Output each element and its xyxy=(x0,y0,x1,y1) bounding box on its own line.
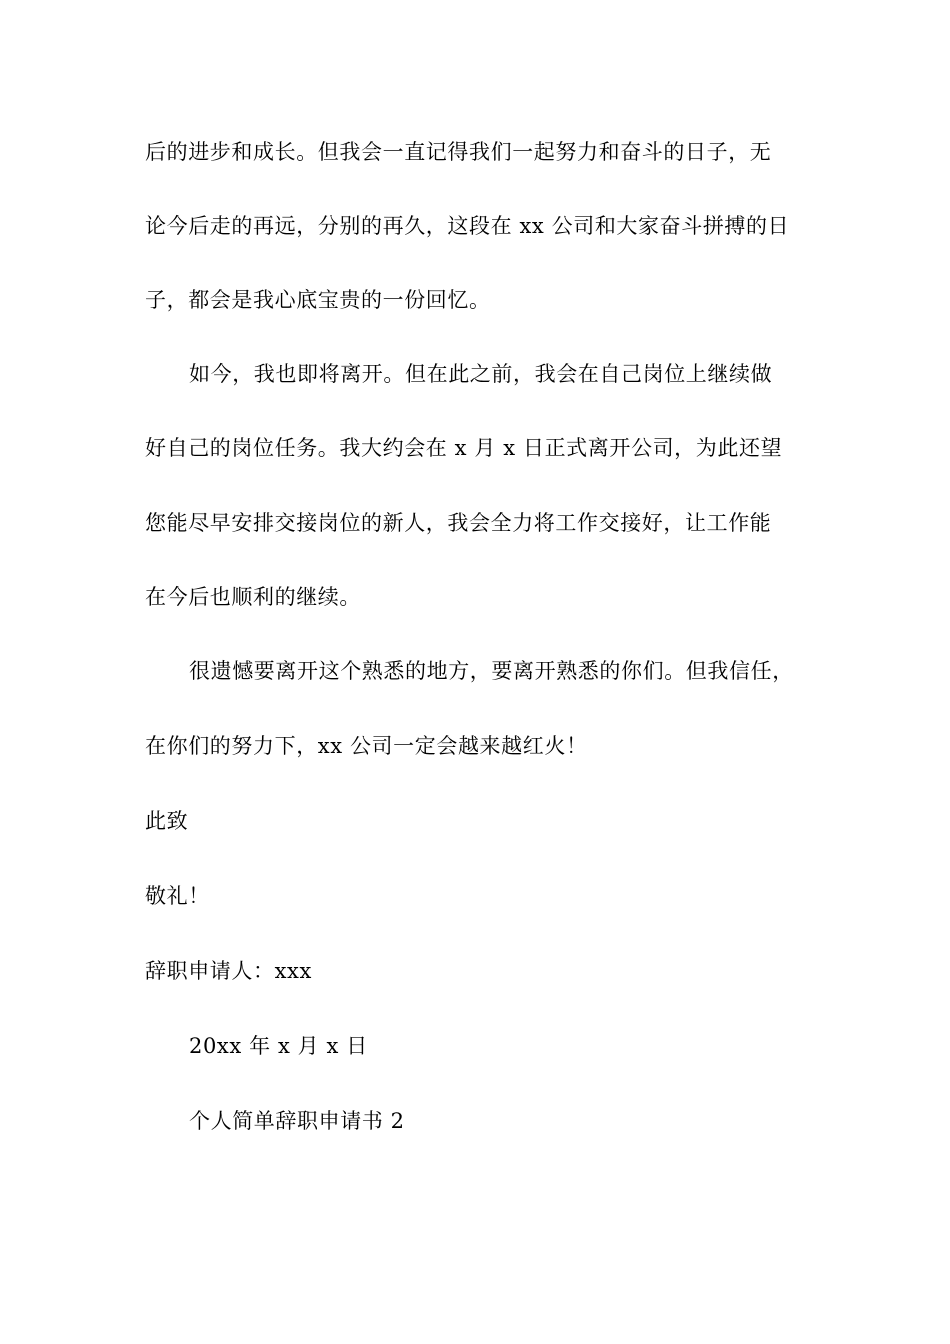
next-document-title: 个人简单辞职申请书 2 xyxy=(189,1109,405,1133)
paragraph-2-line-1: 如今，我也即将离开。但在此之前，我会在自己岗位上继续做 xyxy=(189,362,773,386)
paragraph-1-line-1: 后的进步和成长。但我会一直记得我们一起努力和奋斗的日子，无 xyxy=(145,140,772,164)
paragraph-3-line-2: 在你们的努力下，xx 公司一定会越来越红火！ xyxy=(145,734,588,758)
closing-text: 此致 xyxy=(145,809,189,833)
salutation-text: 敬礼！ xyxy=(145,884,210,908)
paragraph-1-line-2: 论今后走的再远，分别的再久，这段在 xx 公司和大家奋斗拼搏的日 xyxy=(145,214,790,238)
signature-line: 辞职申请人：xxx xyxy=(145,959,312,983)
paragraph-3-line-1: 很遗憾要离开这个熟悉的地方，要离开熟悉的你们。但我信任， xyxy=(189,659,794,683)
paragraph-2-line-3: 您能尽早安排交接岗位的新人，我会全力将工作交接好，让工作能 xyxy=(145,511,772,535)
date-line: 20xx 年 x 月 x 日 xyxy=(189,1034,368,1058)
paragraph-2-line-4: 在今后也顺利的继续。 xyxy=(145,585,361,609)
paragraph-2-line-2: 好自己的岗位任务。我大约会在 x 月 x 日正式离开公司，为此还望 xyxy=(145,436,783,460)
paragraph-1-line-3: 子，都会是我心底宝贵的一份回忆。 xyxy=(145,288,491,312)
